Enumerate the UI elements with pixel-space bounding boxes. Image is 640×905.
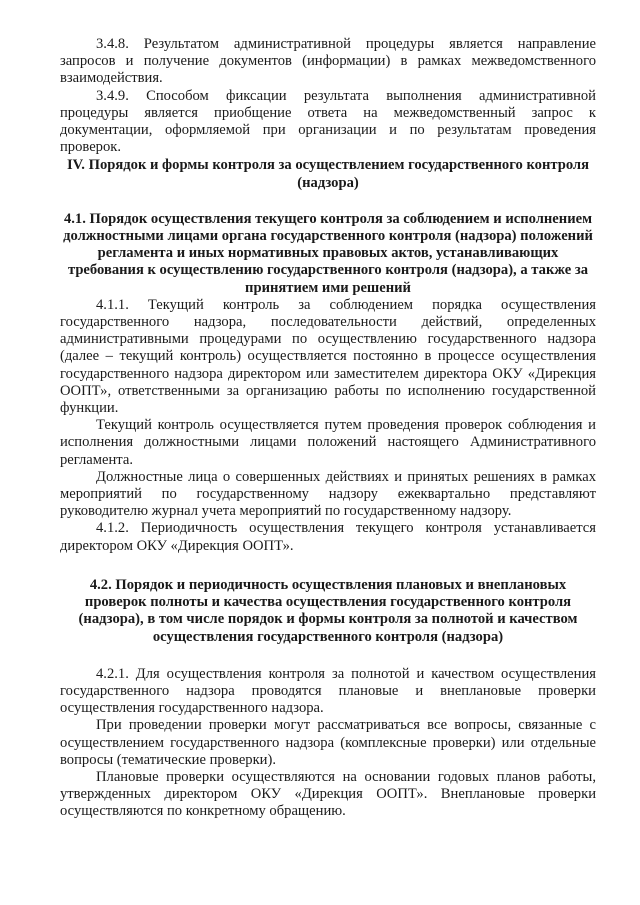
paragraph-4-1-1: 4.1.1. Текущий контроль за соблюдением порядка осуществления государственного надзора, последовательности действий, определенных административными процедурами по осуществлению государственного надзора (далее – текущий контроль) осуществляется постоянно в процессе осуществления государственного надзора директором или заместителем директора ОКУ «Дирекция ООПТ», ответственными за организацию работы по исполнению государственной функции.	[60, 296, 596, 417]
section-4-1-heading: 4.1. Порядок осуществления текущего контроля за соблюдением и исполнением должностными лицами органа государственного контроля (надзора) положений регламента и иных нормативных правовых актов, устанавливающих требования к осуществлению государственного контроля (надзора), а также за принятием ими решений	[63, 210, 593, 296]
paragraph-4-1-1-c: Должностные лица о совершенных действиях и принятых решениях в рамках мероприятий по государственному надзору ежеквартально представляют руководителю журнал учета мероприятий по государственному надзору.	[60, 468, 596, 520]
document-page	[60, 36, 596, 821]
paragraph-4-2-1-c: Плановые проверки осуществляются на основании годовых планов работы, утвержденных директором ОКУ «Дирекция ООПТ». Внеплановые проверки осуществляются по конкретному обращению.	[60, 768, 596, 820]
section-iv-heading: IV. Порядок и формы контроля за осуществлением государственного контроля (надзора)	[66, 157, 590, 191]
paragraph-4-1-1-b: Текущий контроль осуществляется путем проведения проверок соблюдения и исполнения должностными лицами положений настоящего Административного регламента.	[60, 417, 596, 468]
paragraph-3-4-9: 3.4.9. Способом фиксации результата выполнения административной процедуры является приобщение ответа на межведомственный запрос к документации, оформляемой при организации и по результатам проведения проверок.	[60, 87, 596, 156]
paragraph-4-2-1-b: При проведении проверки могут рассматриваться все вопросы, связанные с осуществлением государственного надзора (комплексные проверки) или отдельные вопросы (тематические проверки).	[60, 717, 596, 768]
paragraph-4-2-1: 4.2.1. Для осуществления контроля за полнотой и качеством осуществления государственного надзора проводятся плановые и внеплановые проверки осуществления государственного надзора.	[60, 665, 596, 717]
paragraph-4-1-2: 4.1.2. Периодичность осуществления текущего контроля устанавливается директором ОКУ «Дирекция ООПТ».	[60, 520, 596, 554]
paragraph-3-4-8: 3.4.8. Результатом административной процедуры является направление запросов и получение документов (информации) в рамках межведомственного взаимодействия.	[60, 36, 596, 87]
section-4-2-heading: 4.2. Порядок и периодичность осуществления плановых и внеплановых проверок полноты и качества осуществления государственного контроля (надзора), в том числе порядок и формы контроля за полнотой и качеством осуществления государственного контроля (надзора)	[78, 576, 578, 645]
